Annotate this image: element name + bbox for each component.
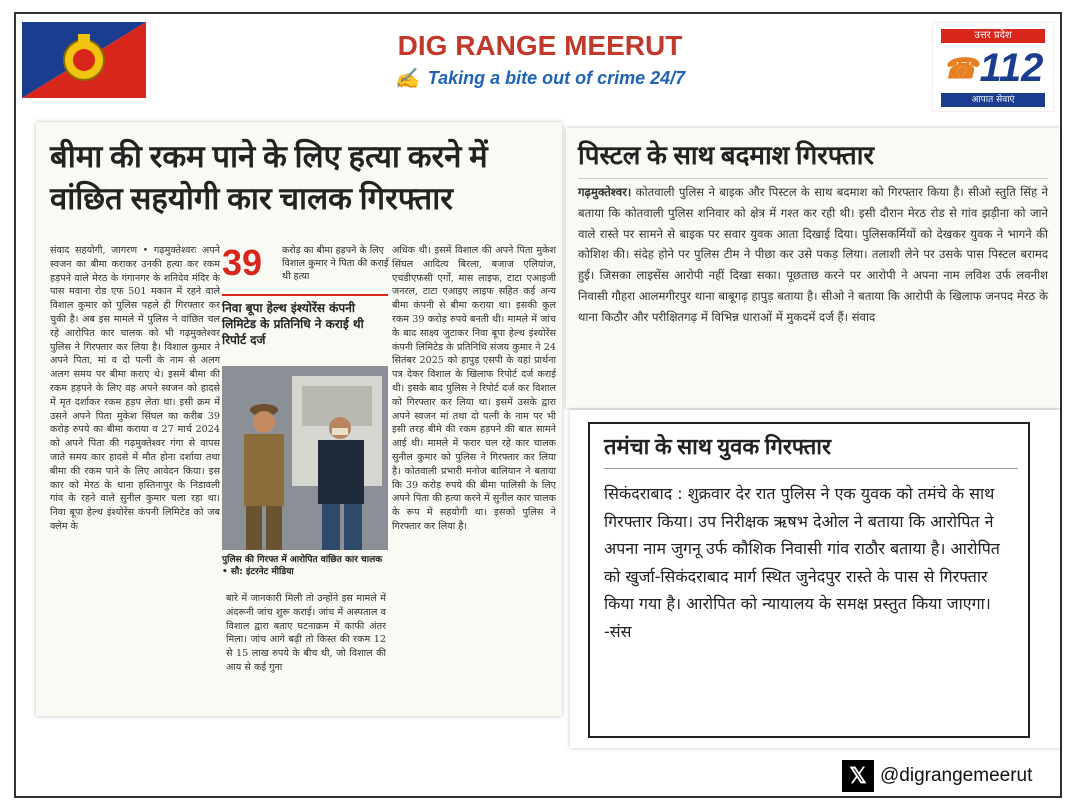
article1-column-1: संवाद सहयोगी, जागरण • गढ़मुक्तेश्वरः अपने स्वजन का बीमा कराकर उनकी हत्या कर रकम हड़पने वाले मेरठ के गंगानगर के शनिदेव मंदिर के पास मवाना रोड एफ 501 मकान में रहने वाले विशाल कुमार को पुलिस पहले ही गिरफ्तार कर चुकी है। अब इस मामले में पुलिस ने वांछित चल रहे आरोपित कार चालक को भी गढ़मुक्तेश्वर पुलिस ने गिरफ्तार कर लिया है। विशाल कुमार ने अपने पिता, मां व दो पत्नी के नाम से अलग अलग समय पर बीमा कराए थे। इसमें बीमा की रकम हड़पने के लिए वह अपने स्वजन को हादसे में मृत दर्शाकर रकम हड़प लेता था। इसी क्रम में उसने अपने पिता मुकेश सिंघल का करीब 39 करोड़ रुपये का बीमा कराया व 27 मार्च 2024 को अपने पिता की गढ़मुक्तेश्वर गंगा से वापस जाते समय कार हादसे में मौत होना दर्शाया तथा बीमा की रकम पाने के लिए आवेदन किया। इस कार को मेरठ के थाना हस्तिनापुर के निडावली गांव के रहने वाले सुनील कुमार चला रहा था। निवा बूपा हेल्थ इंश्योरेंस कंपनी लिमिटेड को जब क्लेम के: [50, 245, 220, 532]
social-handle-text[interactable]: @digrangemeerut: [880, 765, 1033, 786]
writing-hand-icon: ✍: [394, 68, 420, 90]
article1-column-2: बारे में जानकारी मिली तो उन्होंने इस मामले में अंदरूनी जांच शुरू कराई। जांच में अस्पताल व विशाल द्वारा बताए घटनाक्रम में काफी अंतर मिला। जांच आगे बढ़ी तो किस्त की रकम 12 से 15 लाख रुपये के बीच थी, जो विशाल की आय से कई गुना: [226, 593, 386, 673]
news-clipping-countrymade-gun-arrest: [570, 410, 1060, 748]
page-title: DIG RANGE MEERUT: [397, 30, 683, 61]
article2-text: कोतवाली पुलिस ने बाइक और पिस्टल के साथ बदमाश को गिरफ्तार किया है। सीओ स्तुति सिंह ने बताया कि कोतवाली पुलिस शनिवार को क्षेत्र में गश्त कर रही थी। इसी दौरान मेरठ रोड से गांव झड़ीना को जाने वाले रास्ते पर सामने से बाइक पर सवार युवक आता दिखाई दिया। पुलिसकर्मियों को देखकर युवक ने भागने की कोशिश की। संदेह होने पर पुलिस टीम ने पीछा कर उसे पकड़ लिया। तलाशी लेने पर उसके पास पिस्टल बरामद हुई। जिसका लाइसेंस आरोपी नहीं दिखा सका। पूछताछ करने पर आरोपी ने अपना नाम लविश उर्फ लवनीश निवासी गौहरा आलमगीरपुर थाना बाबूगढ़ हापुड़ बताया है। सीओ ने बताया कि आरोपी के खिलाफ जनपद मेरठ के थाना किठौर और परीक्षितगढ़ में विभिन्न धाराओं में मुकदमें दर्ज हैं। संवाद: [578, 185, 1048, 324]
tagline-text: Taking a bite out of crime 24/7: [427, 68, 686, 88]
article1-photo-caption: पुलिस की गिरफ्त में आरोपित वांछित कार चालक • सौ: इंटरनेट मीडिया: [222, 555, 383, 577]
article2-headline: पिस्टल के साथ बदमाश गिरफ्तार: [578, 138, 1048, 179]
logo-state-label: उत्तर प्रदेश: [941, 29, 1045, 43]
up-police-emblem-icon: [22, 22, 146, 98]
up-112-logo: [932, 22, 1054, 112]
logo-service-label: आपात सेवाएं: [941, 93, 1045, 107]
news-clipping-insurance-murder: [36, 122, 562, 716]
article1-big-number: 39: [222, 242, 263, 283]
article1-column-3: अधिक थी। इसमें विशाल की अपने पिता मुकेश सिंघल आदित्य बिरला, बजाज एलियांज, एचडीएफसी एर्गो, मास लाइफ, टाटा एआइजी जनरल, टाटा एआइए लाइफ सहित कई अन्य बीमा कंपनी से बीमा कराया था। इसकी कुल रकम 39 करोड़ रुपये बनती थी। मामले में जांच के बाद साक्ष्य जुटाकर निवा बूपा हेल्थ इंश्योरेंस कंपनी लिमिटेड के प्रतिनिधि संजय कुमार ने 24 सितंबर 2025 को हापुड़ एसपी के यहां प्रार्थना पत्र देकर विशाल के खिलाफ रिपोर्ट दर्ज कराई थी। इसके बाद पुलिस ने रिपोर्ट दर्ज कर विशाल को गिरफ्तार कर लिया था। इसमें उसके द्वारा अपने स्वजन मां तथा दो पत्नी के नाम पर भी इसी तरह बीमे की रकम हड़पने की बात सामने आई थी। मामले में फरार चल रहे कार चालक सुनील कुमार को पुलिस ने गिरफ्तार कर लिया है। कोतवाली प्रभारी मनोज बालियान ने बताया कि 39 करोड़ रुपये की बीमा पालिसी के लिए अपने पिता की हत्या करने में सुनील कार चालक के रूप में सहयोगी था। इसको पुलिस ने गिरफ्तार कर लिया है।: [392, 245, 556, 532]
article2-body: [578, 182, 1048, 328]
article3-body: सिकंदराबाद : शुक्रवार देर रात पुलिस ने एक युवक को तमंचे के साथ गिरफ्तार किया। उप निरीक्षक ऋषभ देओल ने बताया कि आरोपित ने अपना नाम जुगनू उर्फ कौशिक निवासी गांव राठौर बताया है। आरोपित को खुर्जा-सिकंदराबाद मार्ग स्थित जुनेदपुर रास्ते के पास से गिरफ्तार किया गया है। आरोपित को न्यायालय के समक्ष प्रस्तुत किया जाएगा। -संस: [604, 484, 1000, 641]
article1-photo: [222, 366, 388, 550]
logo-number-text: 112: [979, 45, 1044, 90]
tagline: [340, 66, 740, 91]
article3-headline: तमंचा के साथ युवक गिरफ्तार: [604, 432, 1018, 469]
up-police-flag-logo: [22, 22, 146, 98]
article1-subhead: निवा बूपा हेल्थ इंश्योरेंस कंपनी लिमिटेड के प्रतिनिधि ने कराई थी रिपोर्ट दर्ज: [222, 294, 388, 348]
x-logo-icon: 𝕏: [842, 760, 874, 792]
article1-kicker: करोड़ का बीमा हड़पने के लिए विशाल कुमार ने पिता की कराई थी हत्या: [282, 245, 389, 282]
article2-dateline: गढ़मुक्तेश्वर।: [578, 185, 632, 199]
article3-border: [588, 422, 1030, 738]
phone-swirl-icon: ☎: [942, 52, 978, 84]
article1-headline: बीमा की रकम पाने के लिए हत्या करने में वांछित सहयोगी कार चालक गिरफ्तार: [50, 139, 488, 216]
news-clipping-pistol-arrest: [566, 128, 1060, 408]
logo-number: [941, 43, 1045, 93]
social-handle[interactable]: [842, 758, 1052, 794]
